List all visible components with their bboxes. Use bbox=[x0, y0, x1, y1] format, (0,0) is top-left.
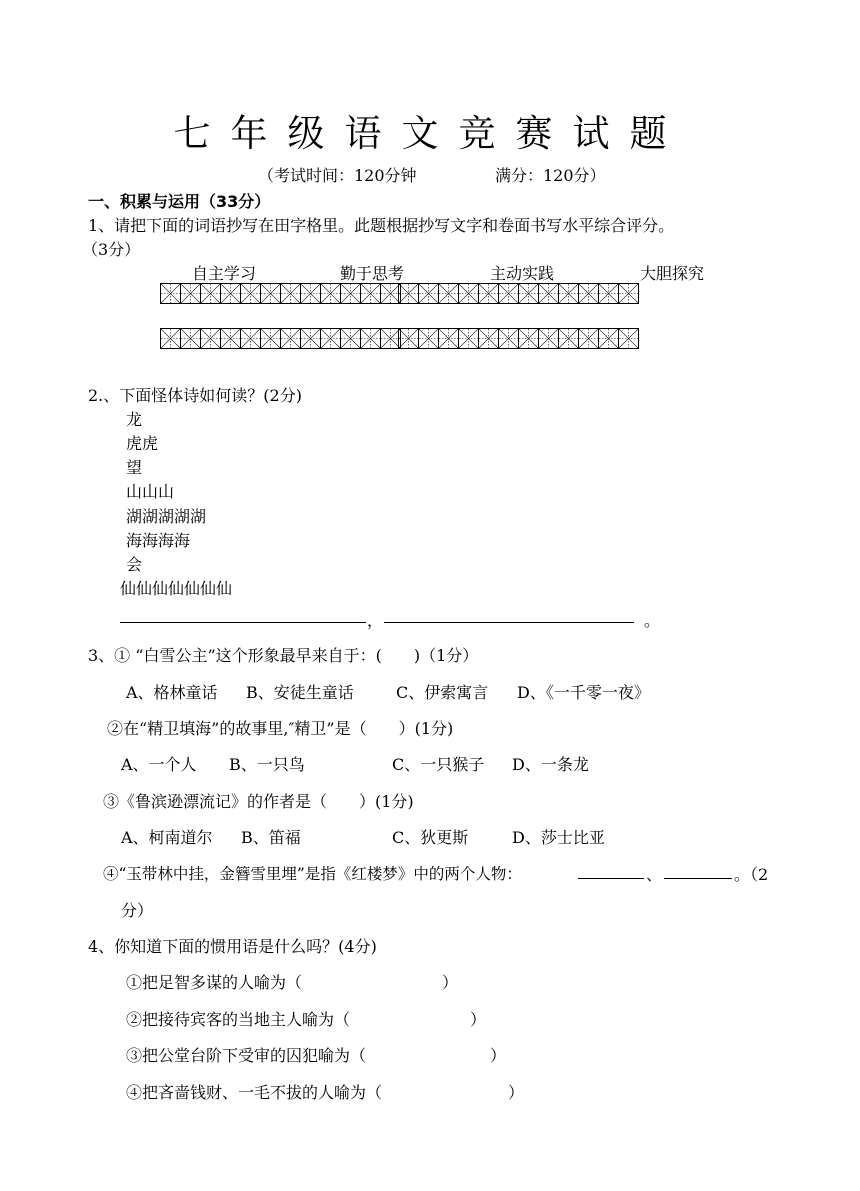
q3-sub3-option-c: C、狄更斯 bbox=[392, 828, 469, 847]
tianzige-cell[interactable] bbox=[539, 283, 559, 304]
q3-sub2: ②在“精卫填海”的故事里,″精卫”是（ ）(1分) bbox=[107, 719, 454, 738]
separator: 、 bbox=[646, 865, 663, 884]
tianzige-cell[interactable] bbox=[201, 328, 221, 349]
tianzige-cell[interactable] bbox=[579, 328, 599, 349]
poem-line: 会 bbox=[126, 555, 143, 574]
poem-line: 虎虎 bbox=[126, 434, 159, 453]
tianzige-cell[interactable] bbox=[301, 328, 321, 349]
tianzige-cell[interactable] bbox=[341, 328, 361, 349]
q1-stem: 1、请把下面的词语抄写在田字格里。此题根据抄写文字和卷面书写水平综合评分。 bbox=[88, 216, 675, 235]
q3-sub3-option-d: D、莎士比亚 bbox=[512, 828, 605, 847]
q3-sub2-option-c: C、一只猴子 bbox=[392, 755, 485, 774]
tianzige-cell[interactable] bbox=[579, 283, 599, 304]
tianzige-cell[interactable] bbox=[499, 283, 519, 304]
q3-option-c: C、伊索寓言 bbox=[396, 683, 489, 702]
tianzige-cell[interactable] bbox=[221, 328, 241, 349]
tianzige-cell[interactable] bbox=[281, 283, 301, 304]
tianzige-cell[interactable] bbox=[559, 283, 579, 304]
tianzige-cell[interactable] bbox=[321, 328, 341, 349]
poem-line: 仙仙仙仙仙仙仙 bbox=[120, 579, 233, 598]
tianzige-cell[interactable] bbox=[361, 283, 381, 304]
word-label-2: 勤于思考 bbox=[340, 264, 405, 283]
answer-blank-1[interactable] bbox=[120, 622, 366, 623]
section-heading: 一、积累与运用（33分） bbox=[88, 192, 271, 211]
tianzige-cell[interactable] bbox=[479, 328, 499, 349]
word-label-3: 主动实践 bbox=[490, 264, 555, 283]
poem-line: 海海海海 bbox=[126, 531, 191, 550]
exam-full-score: 满分：120分） bbox=[495, 166, 606, 185]
q3-option-d: D、《一千零一夜》 bbox=[517, 683, 650, 702]
tianzige-cell[interactable] bbox=[519, 283, 539, 304]
q3-sub4-score: 。（2 bbox=[734, 865, 769, 884]
tianzige-cell[interactable] bbox=[160, 328, 181, 349]
tianzige-cell[interactable] bbox=[499, 328, 519, 349]
answer-blank-2[interactable] bbox=[384, 622, 634, 623]
tianzige-cell[interactable] bbox=[341, 283, 361, 304]
q3-sub4-score-cont: 分） bbox=[121, 901, 154, 920]
word-label-4: 大胆探究 bbox=[640, 264, 705, 283]
tianzige-cell[interactable] bbox=[459, 283, 479, 304]
tianzige-cell[interactable] bbox=[519, 328, 539, 349]
q4-item-1: ①把足智多谋的人喻为（ bbox=[126, 973, 303, 992]
q3-sub3: ③《鲁滨逊漂流记》的作者是（ ）(1分) bbox=[103, 792, 414, 811]
poem-line: 湖湖湖湖湖 bbox=[126, 507, 207, 526]
tianzige-cell[interactable] bbox=[261, 328, 281, 349]
tianzige-cell[interactable] bbox=[281, 328, 301, 349]
q4-stem: 4、你知道下面的惯用语是什么吗？(4分) bbox=[88, 937, 377, 956]
tianzige-cell[interactable] bbox=[439, 283, 459, 304]
tianzige-cell[interactable] bbox=[361, 328, 381, 349]
answer-blank-3[interactable] bbox=[578, 878, 644, 879]
word-label-1: 自主学习 bbox=[192, 264, 257, 283]
answer-blank-4[interactable] bbox=[664, 878, 732, 879]
tianzige-cell[interactable] bbox=[479, 283, 499, 304]
page-title: 七年级语文竞赛试题 bbox=[173, 112, 687, 155]
tianzige-cell[interactable] bbox=[419, 283, 439, 304]
tianzige-cell[interactable] bbox=[261, 283, 281, 304]
tianzige-cell[interactable] bbox=[241, 328, 261, 349]
q2-stem: 2.、下面怪体诗如何读？(2分) bbox=[88, 386, 302, 405]
exam-time: （考试时间：120分钟 bbox=[258, 166, 417, 185]
tianzige-cell[interactable] bbox=[321, 283, 341, 304]
q4-item-2: ②把接待宾客的当地主人喻为（ bbox=[126, 1010, 351, 1029]
q4-item-2-close: ） bbox=[470, 1010, 487, 1029]
tianzige-row-2a bbox=[160, 328, 401, 349]
tianzige-cell[interactable] bbox=[419, 328, 439, 349]
q3-option-b: B、安徒生童话 bbox=[246, 683, 354, 702]
tianzige-cell[interactable] bbox=[599, 283, 619, 304]
tianzige-row-1a bbox=[160, 283, 401, 304]
q3-sub2-option-d: D、一条龙 bbox=[512, 755, 589, 774]
q1-score: （3分） bbox=[82, 240, 141, 259]
q4-item-4: ④把吝啬钱财、一毛不拔的人喻为（ bbox=[126, 1083, 383, 1102]
poem-line: 山山山 bbox=[126, 482, 175, 501]
tianzige-cell[interactable] bbox=[439, 328, 459, 349]
tianzige-cell[interactable] bbox=[619, 328, 639, 349]
tianzige-row-1b bbox=[398, 283, 639, 304]
q3-sub2-option-a: A、一个人 bbox=[121, 755, 197, 774]
poem-line: 望 bbox=[126, 458, 143, 477]
q3-option-a: A、格林童话 bbox=[126, 683, 218, 702]
comma: ， bbox=[367, 611, 384, 630]
q3-sub3-option-b: B、笛福 bbox=[241, 828, 301, 847]
period: 。 bbox=[644, 611, 661, 630]
tianzige-cell[interactable] bbox=[201, 283, 221, 304]
tianzige-cell[interactable] bbox=[241, 283, 261, 304]
q3-sub3-option-a: A、柯南道尔 bbox=[121, 828, 213, 847]
poem-line: 龙 bbox=[126, 410, 143, 429]
tianzige-cell[interactable] bbox=[301, 283, 321, 304]
q3-stem: 3、① “白雪公主”这个形象最早来自于：( )（1分） bbox=[88, 646, 479, 665]
tianzige-row-2b bbox=[398, 328, 639, 349]
tianzige-cell[interactable] bbox=[599, 328, 619, 349]
tianzige-cell[interactable] bbox=[539, 328, 559, 349]
q4-item-1-close: ） bbox=[442, 973, 459, 992]
q4-item-3-close: ） bbox=[490, 1046, 507, 1065]
tianzige-cell[interactable] bbox=[559, 328, 579, 349]
tianzige-cell[interactable] bbox=[398, 283, 419, 304]
q4-item-4-close: ） bbox=[508, 1083, 525, 1102]
tianzige-cell[interactable] bbox=[221, 283, 241, 304]
tianzige-cell[interactable] bbox=[181, 328, 201, 349]
tianzige-cell[interactable] bbox=[181, 283, 201, 304]
q4-item-3: ③把公堂台阶下受审的囚犯喻为（ bbox=[126, 1046, 367, 1065]
q3-sub4: ④“玉带林中挂，金簪雪里埋”是指《红楼梦》中的两个人物： bbox=[103, 865, 522, 883]
tianzige-cell[interactable] bbox=[459, 328, 479, 349]
q3-sub2-option-b: B、一只鸟 bbox=[229, 755, 305, 774]
tianzige-cell[interactable] bbox=[160, 283, 181, 304]
tianzige-cell[interactable] bbox=[619, 283, 639, 304]
tianzige-cell[interactable] bbox=[398, 328, 419, 349]
